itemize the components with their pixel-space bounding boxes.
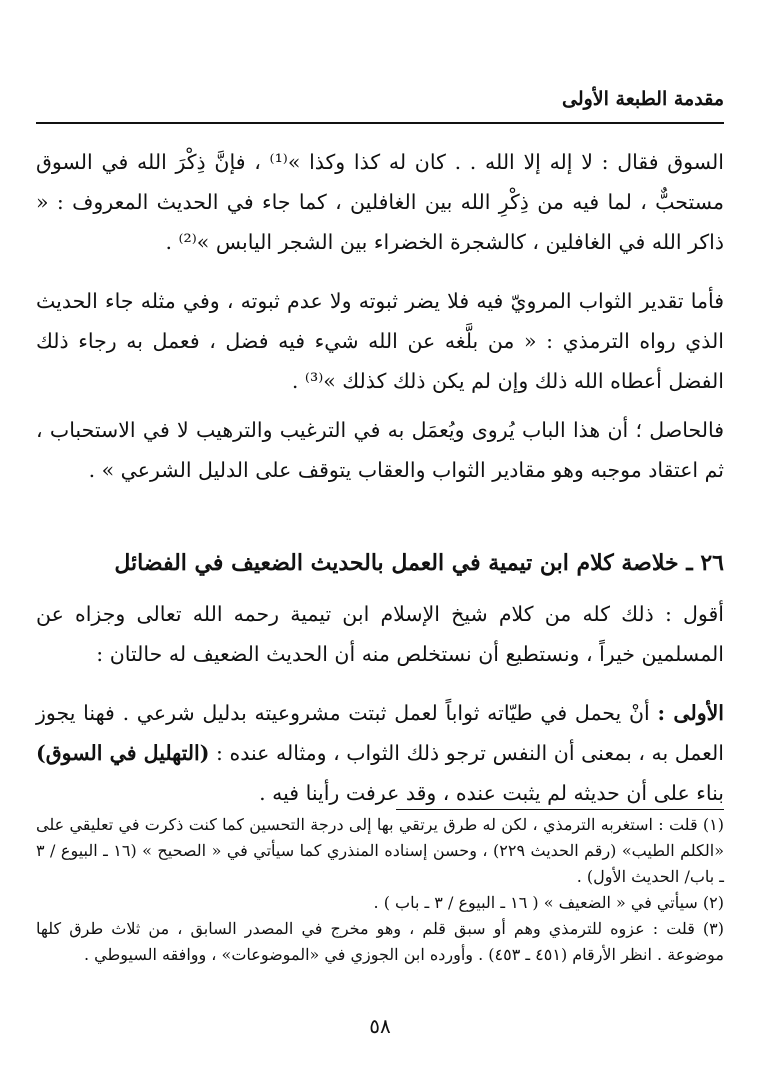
footnote-3: (٣) قلت : عزوه للترمذي وهم أو سبق قلم ، وهو مخرج في المصدر السابق ، من ثلاث طرق كلها موضوعة . انظر الأرقام (٤٥١ ـ ٤٥٣) . وأورده ابن الجوزي في «الموضوعات» ، ووافقه السيوطي .: [36, 919, 724, 964]
paragraph-1: [36, 142, 724, 262]
paragraph-5-text-1: أنْ يحمل في طيّاته ثواباً لعمل ثبتت مشروعيته بدليل شرعي . فهنا يجوز العمل به ، بمعنى أن النفس ترجو ذلك الثواب ، ومثاله عنده :: [36, 701, 724, 765]
paragraph-4-text: أقول : ذلك كله من كلام شيخ الإسلام ابن تيمية رحمه الله تعالى وجزاه عن المسلمين خيراً ، ونستطيع أن نستخلص منه أن الحديث الضعيف له حالتان :: [36, 602, 724, 666]
paragraph-3: [36, 410, 724, 490]
paragraph-3-text: فالحاصل ؛ أن هذا الباب يُروى ويُعمَل به في الترغيب والترهيب لا في الاستحباب ، ثم اعتقاد موجبه وهو مقادير الثواب والعقاب يتوقف على الدليل الشرعي » .: [36, 418, 724, 482]
paragraph-5-lead: الأولى :: [657, 701, 725, 725]
paragraph-5: [36, 693, 724, 813]
running-head: مقدمة الطبعة الأولى: [561, 88, 724, 110]
page-number: ٥٨: [369, 1014, 391, 1038]
footnote-2: (٢) سيأتي في « الضعيف » ( ١٦ ـ البيوع / ٣ ـ باب ) .: [373, 893, 724, 912]
paragraph-2-text: فأما تقدير الثواب المرويّ فيه فلا يضر ثبوته ولا عدم ثبوته ، وفي مثله جاء الحديث الذي رواه الترمذي : « من بلَّغه عن الله شيء فيه فضل ، فعمل به رجاء ذلك الفضل أعطاه الله ذلك وإن لم يكن ذلك كذلك »⁽³⁾ .: [36, 289, 724, 393]
paragraph-5-bold-phrase: (التهليل في السوق): [36, 741, 210, 765]
paragraph-5-text: [36, 693, 724, 813]
section-heading: ٢٦ ـ خلاصة كلام ابن تيمية في العمل بالحديث الضعيف في الفضائل: [114, 550, 724, 576]
footnotes: [36, 812, 724, 968]
paragraph-2: [36, 281, 724, 401]
paragraph-4: [36, 594, 724, 674]
footnote-rule: [396, 809, 724, 810]
paragraph-5-text-2: بناء على أن حديثه لم يثبت عنده ، وقد عرفت رأينا فيه .: [259, 781, 724, 805]
header-rule: [36, 122, 724, 124]
paragraph-1-text: السوق فقال : لا إله إلا الله . . كان له كذا وكذا »⁽¹⁾ ، فإنَّ ذِكْرَ الله في السوق مستحبٌّ ، لما فيه من ذِكْرِ الله بين الغافلين ، كما جاء في الحديث المعروف : « ذاكر الله في الغافلين ، كالشجرة الخضراء بين الشجر اليابس »⁽²⁾ .: [36, 150, 724, 254]
footnote-1: (١) قلت : استغربه الترمذي ، لكن له طرق يرتقي بها إلى درجة التحسين كما كنت ذكرت في تعليقي على «الكلم الطيب» (رقم الحديث ٢٢٩) ، وحسن إسناده المنذري كما سيأتي في « الصحيح » (١٦ ـ البيوع / ٣ ـ باب/ الحديث الأول) .: [36, 815, 725, 886]
